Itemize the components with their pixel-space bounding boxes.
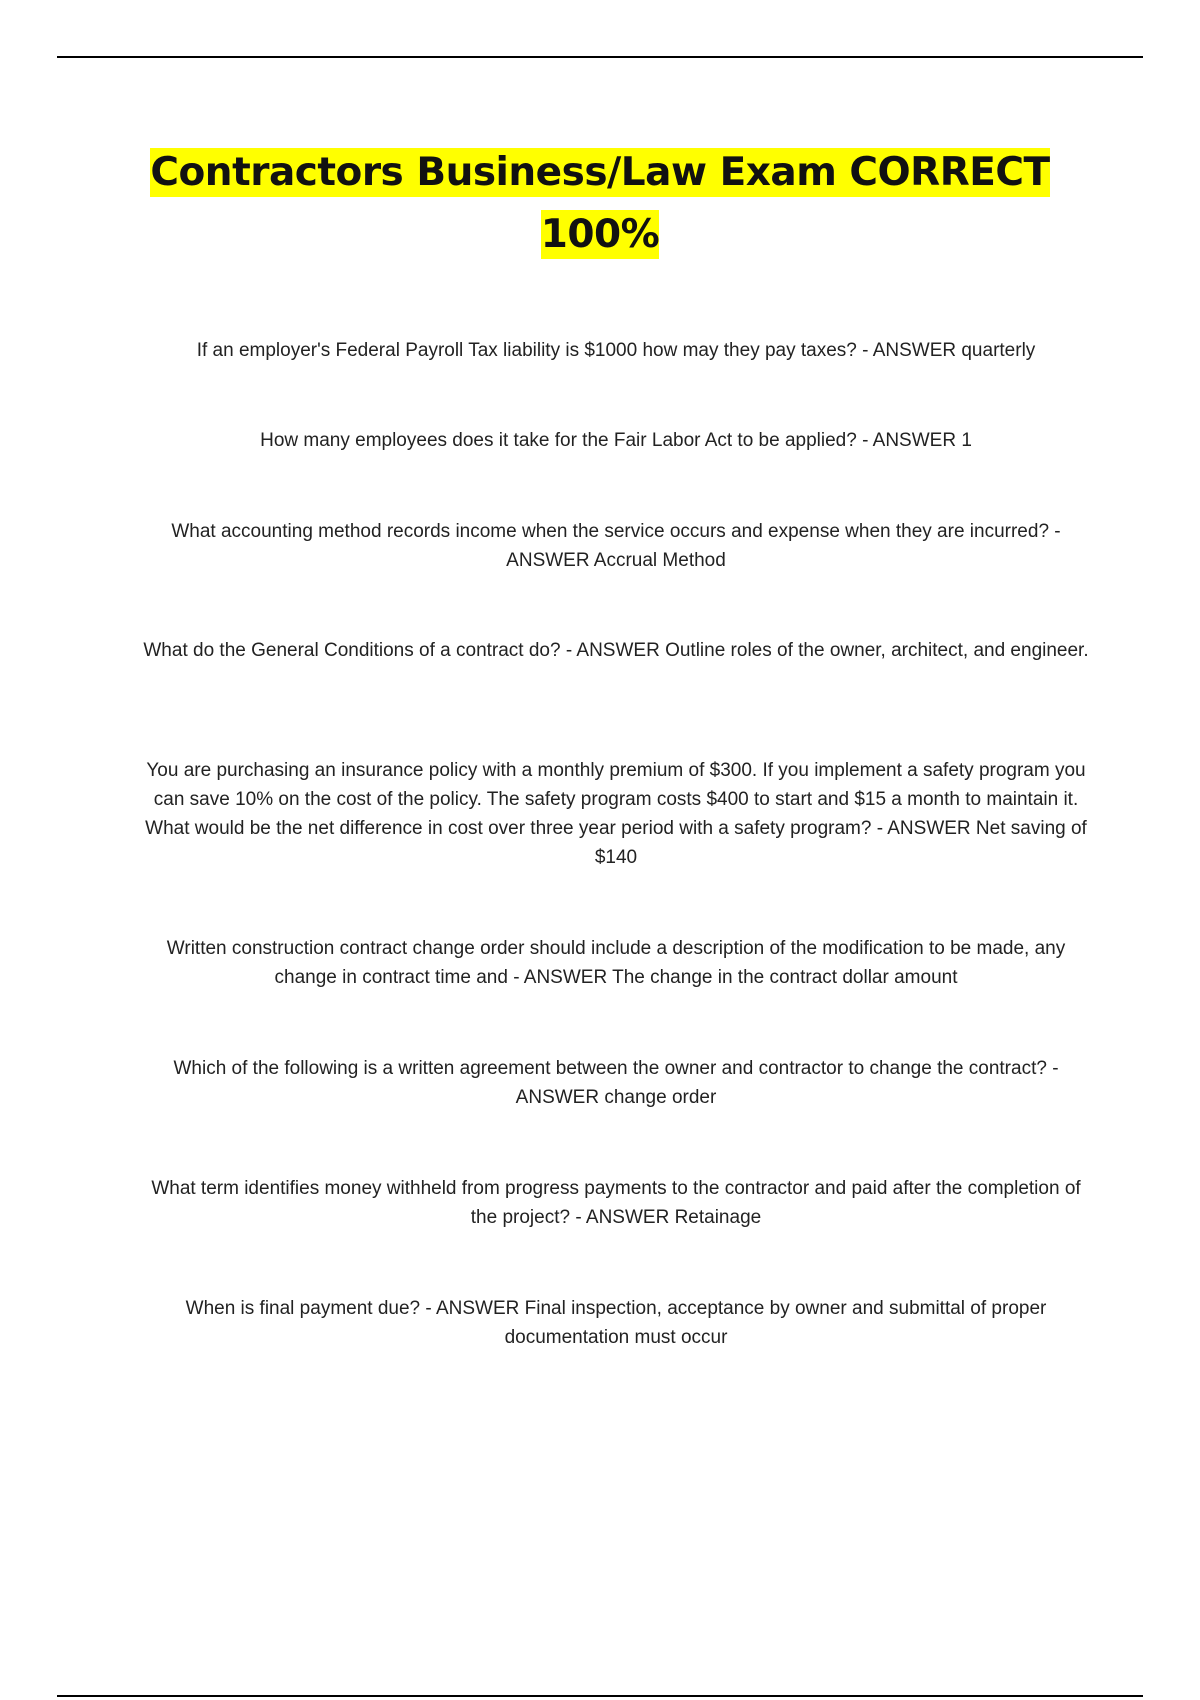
qa-item: How many employees does it take for the Fair Labor Act to be applied? - ANSWER 1 <box>260 430 972 451</box>
qa-item: What do the General Conditions of a contract do? - ANSWER Outline roles of the owner, architect, and engineer. <box>143 640 1089 661</box>
qa-item: You are purchasing an insurance policy with a monthly premium of $300. If you implement a safety program you can save 10% on the cost of the policy. The safety program costs $400 to start and $15 a month to maintain it. What would be the net difference in cost over three year period with a safety program? - ANSWER Net saving of $140 <box>145 760 1087 868</box>
qa-item: What accounting method records income when the service occurs and expense when they are incurred? - ANSWER Accrual Method <box>171 521 1061 571</box>
qa-item: What term identifies money withheld from progress payments to the contractor and paid after the completion of the project? - ANSWER Retainage <box>151 1178 1081 1228</box>
title-highlight: Contractors Business/Law Exam CORRECT 100% <box>150 150 1050 257</box>
bottom-rule <box>57 1695 1143 1697</box>
qa-item: When is final payment due? - ANSWER Final inspection, acceptance by owner and submittal of proper documentation must occur <box>185 1298 1047 1348</box>
document-title <box>100 142 1100 266</box>
top-rule <box>57 56 1143 58</box>
qa-item: Which of the following is a written agreement between the owner and contractor to change the contract? - ANSWER change order <box>173 1058 1059 1108</box>
qa-item: If an employer's Federal Payroll Tax liability is $1000 how may they pay taxes? - ANSWER quarterly <box>196 340 1036 361</box>
qa-item: Written construction contract change order should include a description of the modification to be made, any change in contract time and - ANSWER The change in the contract dollar amount <box>166 938 1066 988</box>
